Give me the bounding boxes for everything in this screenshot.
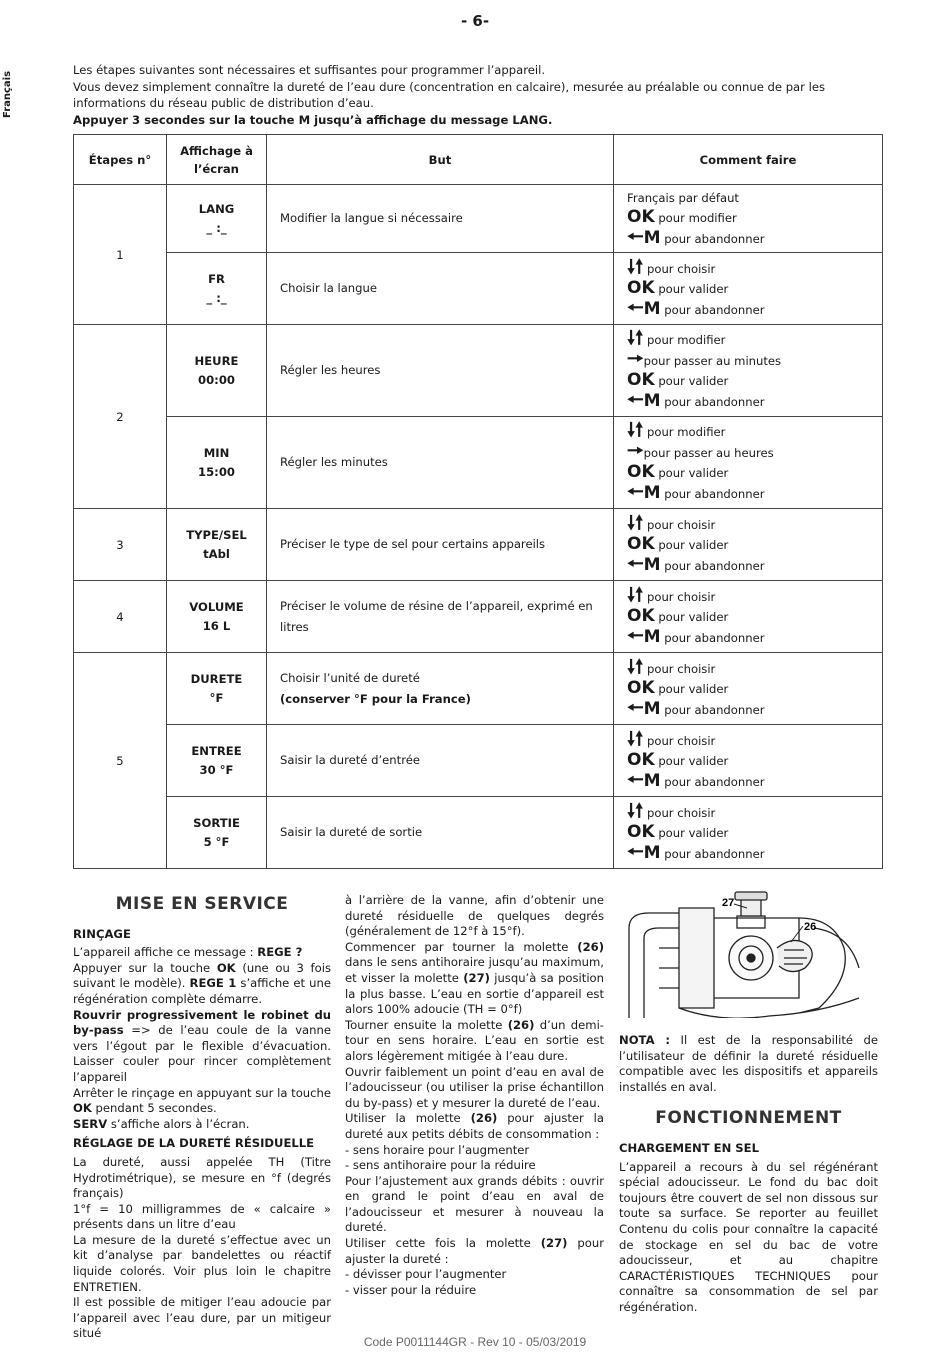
text-bold: Rouvrir progressivement le robinet du by-pass [73, 1007, 331, 1038]
arrow-down-up-icon: 🠗🠕 [627, 655, 644, 678]
arrow-left-icon: 🠔 [627, 552, 644, 575]
goal-cell: Préciser le type de sel pour certains appareils [267, 509, 614, 581]
how-cell [614, 325, 883, 417]
display-line2: _ :_ [206, 220, 227, 235]
arrow-left-icon: 🠔 [627, 768, 644, 791]
table-row [74, 253, 883, 325]
how-cell [614, 653, 883, 725]
figure-label-27: 27 [722, 897, 735, 909]
intro-p2: Vous devez simplement connaître la dureté de l’eau dure (concentration en calcaire), mesurée au préalable ou connue de par les informations du réseau public de distribution d’eau. [73, 79, 826, 110]
text: pour ajuster la dureté aux petits débits de consommation : [345, 1111, 605, 1141]
text-bold: (26) [507, 1017, 535, 1032]
how-text: pour valider [658, 374, 729, 388]
how-text: pour passer au heures [643, 446, 774, 460]
paragraph: Ouvrir faiblement un point d’eau en aval de l’adoucisseur (ou utiliser la prise échantillon du by-pass) et y mesurer la dureté de l’eau. [345, 1064, 604, 1110]
how-line [627, 208, 882, 228]
subsection-title: RÉGLAGE DE LA DURETÉ RÉSIDUELLE [73, 1136, 315, 1151]
goal-cell: Préciser le volume de résine de l’appareil, exprimé en litres [267, 581, 614, 653]
how-line [627, 391, 882, 412]
m-key: M [643, 770, 661, 791]
display-cell [167, 725, 267, 797]
arrow-left-icon: 🠔 [627, 624, 644, 647]
language-tab: Français [2, 70, 13, 118]
text-bold: REGE 1 [189, 976, 237, 991]
list-item: - sens antihoraire pour la réduire [345, 1158, 536, 1173]
text: dans le sens antihoraire jusqu’au maximum, et visser la molette [345, 955, 604, 985]
text-bold: (27) [463, 970, 490, 985]
how-text: pour modifier [647, 333, 726, 347]
table-row [74, 509, 883, 581]
arrow-right-icon: 🠖 [627, 440, 644, 462]
text-bold: (27) [540, 1236, 568, 1251]
page-number: - 6- [460, 12, 490, 30]
how-text: pour choisir [647, 661, 716, 676]
text: L’appareil affiche ce message : [73, 945, 258, 960]
arrow-left-icon: 🠔 [627, 696, 644, 719]
how-line [627, 350, 882, 371]
how-cell [614, 417, 883, 509]
subsection-title: CHARGEMENT EN SEL [619, 1140, 759, 1155]
how-text: pour choisir [647, 589, 716, 604]
how-line [627, 296, 882, 320]
paragraph [345, 1236, 604, 1267]
how-text: pour modifier [647, 425, 726, 439]
how-cell [614, 725, 883, 797]
m-key: M [643, 298, 661, 319]
column-mise-en-service [73, 893, 331, 1342]
list-item: - sens horaire pour l’augmenter [345, 1142, 530, 1157]
header-display: Affichage à l’écran [167, 135, 267, 185]
goal-text: Choisir l’unité de dureté [280, 670, 420, 685]
display-line2: 5 °F [203, 834, 230, 849]
paragraph [73, 1008, 331, 1086]
text-bold: SERV [73, 1116, 108, 1131]
how-line [627, 840, 882, 864]
ok-key: OK [627, 277, 655, 298]
display-cell [167, 325, 267, 417]
paragraph [73, 961, 331, 1008]
how-cell [614, 797, 883, 869]
how-text: pour valider [658, 609, 729, 624]
programming-table [73, 134, 883, 869]
text: jusqu’à sa position la plus basse. L’eau en sortie d’appareil est alors 100% adoucie (TH = 0°f) [345, 970, 604, 1017]
arrow-left-icon: 🠔 [627, 225, 644, 248]
text: Il est de la responsabilité de l’utilisateur de définir la dureté résiduelle compatible avec les dispositifs et appareils installés en aval. [619, 1033, 878, 1094]
paragraph: L’appareil a recours à du sel régénérant spécial adoucisseur. Le fond du bac doit toujours être couvert de sel non dissous sur toute sa surface. Se reporter au feuillet Contenu du colis pour connaître la capacité de stockage en sel du bac de votre adoucisseur, et au chapitre CARACTÉRISTIQUES TECHNIQUES pour connaître sa consommation de sel par régénération. [619, 1159, 878, 1314]
how-text: pour abandonner [664, 558, 765, 573]
paragraph [345, 940, 604, 1018]
text: Tourner ensuite la molette [345, 1017, 508, 1032]
how-line [627, 421, 882, 442]
m-key: M [643, 391, 661, 411]
arrow-left-icon: 🠔 [627, 389, 644, 411]
goal-cell: Choisir la langue [267, 253, 614, 325]
how-cell [614, 581, 883, 653]
intro-p1: Les étapes suivantes sont nécessaires et suffisantes pour programmer l’appareil. [73, 63, 546, 77]
how-text: pour choisir [647, 733, 716, 748]
display-cell [167, 185, 267, 253]
display-cell [167, 253, 267, 325]
how-line [627, 511, 882, 535]
text-bold: (26) [577, 939, 604, 954]
goal-cell: Saisir la dureté de sortie [267, 797, 614, 869]
how-line: Français par défaut [627, 190, 739, 205]
how-line [627, 279, 882, 299]
ok-key: OK [627, 206, 655, 227]
table-row [74, 325, 883, 417]
display-line1: MIN [203, 445, 230, 460]
how-line [627, 624, 882, 648]
table-row [74, 797, 883, 869]
how-line [627, 552, 882, 576]
how-text: pour passer au minutes [643, 354, 782, 368]
how-text: pour abandonner [664, 702, 765, 717]
column-durete [345, 893, 604, 1298]
how-text: pour abandonner [664, 395, 765, 409]
how-line [627, 371, 882, 391]
arrow-right-icon: 🠖 [627, 348, 644, 370]
how-text: pour abandonner [664, 302, 765, 317]
how-text: pour valider [658, 281, 729, 296]
list-item: - visser pour la réduire [345, 1282, 477, 1297]
how-line [627, 583, 882, 607]
ok-key: OK [627, 821, 655, 842]
display-line1: DURETE [190, 671, 243, 686]
display-cell [167, 653, 267, 725]
how-line [627, 823, 882, 843]
section-title: FONCTIONNEMENT [655, 1108, 842, 1129]
how-line [627, 727, 882, 751]
text-bold: NOTA : [619, 1033, 671, 1047]
how-text: pour abandonner [664, 231, 765, 246]
how-line [627, 679, 882, 699]
section-title: MISE EN SERVICE [115, 894, 289, 914]
arrow-left-icon: 🠔 [627, 840, 644, 863]
display-line1: ENTREE [191, 743, 242, 758]
m-key: M [643, 483, 661, 503]
how-text: pour abandonner [664, 487, 765, 501]
list-item: - dévisser pour l’augmenter [345, 1267, 507, 1282]
arrow-down-up-icon: 🠗🠕 [627, 511, 644, 534]
subsection-title: RINÇAGE [73, 926, 131, 941]
display-cell [167, 797, 267, 869]
display-cell [167, 417, 267, 509]
arrow-down-up-icon: 🠗🠕 [627, 583, 644, 606]
text: s’affiche et une régénération complète démarre. [73, 976, 331, 1006]
display-cell [167, 581, 267, 653]
how-text: pour abandonner [664, 630, 765, 645]
paragraph [345, 1111, 604, 1142]
paragraph: Pour l’ajustement aux grands débits : ouvrir en grand le point d’eau en aval de l’adoucisseur et mesurer à nouveau la dureté. [345, 1173, 604, 1235]
m-key: M [643, 698, 661, 719]
paragraph [73, 945, 331, 961]
display-line1: SORTIE [193, 815, 240, 830]
display-line1: LANG [198, 201, 235, 216]
paragraph [345, 1018, 604, 1065]
text-bold: OK [216, 960, 236, 975]
text-bold: OK [73, 1101, 92, 1116]
intro [73, 62, 883, 128]
display-line2: tAbl [203, 546, 230, 561]
how-text: pour valider [658, 825, 729, 840]
display-line2: 15:00 [198, 464, 235, 479]
how-line [627, 442, 882, 463]
goal-cell: Régler les minutes [267, 417, 614, 509]
how-line [627, 463, 882, 483]
how-line [627, 696, 882, 720]
display-line1: TYPE/SEL [186, 527, 247, 542]
text: d’un demi-tour en sens horaire. L’eau en sortie est alors légèrement mitigée à l’eau dure. [345, 1017, 604, 1063]
text: pendant 5 secondes. [91, 1101, 217, 1116]
text: s’affiche alors à l’écran. [107, 1116, 250, 1131]
how-line [627, 255, 882, 279]
text: Utiliser la molette [345, 1111, 471, 1126]
how-text: pour valider [658, 466, 729, 480]
ok-key: OK [627, 533, 655, 554]
display-line2: 16 L [202, 618, 231, 633]
text-bold: REGE ? [257, 945, 303, 960]
table-row [74, 653, 883, 725]
m-key: M [643, 227, 661, 248]
text: (une ou 3 fois suivant le modèle). [73, 960, 331, 991]
step-number: 4 [74, 581, 167, 653]
step-number: 2 [74, 325, 167, 509]
header-how: Comment faire [614, 135, 883, 185]
table-row [74, 581, 883, 653]
paragraph: La dureté, aussi appelée TH (Titre Hydrotimétrique), se mesure en °f (degrés français) [73, 1154, 331, 1201]
how-line [627, 799, 882, 823]
paragraph [73, 1117, 331, 1133]
paragraph: 1°f = 10 milligrammes de « calcaire » présents dans un litre d’eau [73, 1201, 331, 1232]
header-step: Étapes n° [74, 135, 167, 185]
valve-drawing-icon [619, 888, 878, 1018]
arrow-left-icon: 🠔 [627, 481, 644, 503]
table-row [74, 417, 883, 509]
how-text: pour valider [658, 537, 729, 552]
how-text: pour valider [658, 753, 729, 768]
goal-note: (conserver °F pour la France) [280, 691, 471, 706]
header-goal: But [267, 135, 614, 185]
arrow-down-up-icon: 🠗🠕 [627, 799, 644, 822]
how-text: pour abandonner [664, 774, 765, 789]
m-key: M [643, 626, 661, 647]
valve-illustration [619, 893, 878, 1013]
how-line [627, 483, 882, 504]
footer-code: Code P0011144GR - Rev 10 - 05/03/2019 [363, 1335, 587, 1349]
figure-label-26: 26 [804, 921, 817, 933]
text: pour ajuster la dureté : [345, 1236, 604, 1266]
text: => de l’eau coule de la vanne vers l’égout par le flexible d’évacuation. Laisser couler pour rincer complètement l’appareil [73, 1023, 331, 1084]
how-line [627, 768, 882, 792]
table-header-row [74, 135, 883, 185]
goal-cell: Modifier la langue si nécessaire [267, 185, 614, 253]
how-text: pour choisir [647, 805, 716, 820]
ok-key: OK [627, 605, 655, 626]
step-number: 1 [74, 185, 167, 325]
table-row [74, 185, 883, 253]
goal-cell: Régler les heures [267, 325, 614, 417]
paragraph: à l’arrière de la vanne, afin d’obtenir une dureté résiduelle de quelques degrés (généralement de 12°f à 15°f). [345, 893, 604, 939]
ok-key: OK [627, 370, 655, 390]
intro-p3: Appuyer 3 secondes sur la touche M jusqu’à affichage du message LANG. [73, 112, 553, 127]
m-key: M [643, 842, 661, 863]
goal-cell [267, 653, 614, 725]
text: Appuyer sur la touche [73, 960, 217, 975]
how-text: pour choisir [647, 261, 716, 276]
display-line1: VOLUME [189, 599, 244, 614]
paragraph [73, 1086, 331, 1117]
ok-key: OK [627, 677, 655, 698]
paragraph: La mesure de la dureté s’effectue avec un kit d’analyse par bandelettes ou réactif liquide colorés. Voir plus loin le chapitre ENTRETIEN. [73, 1232, 331, 1294]
m-key: M [643, 554, 661, 575]
ok-key: OK [627, 462, 655, 482]
arrow-down-up-icon: 🠗🠕 [627, 727, 644, 750]
arrow-down-up-icon: 🠗🠕 [627, 419, 644, 441]
how-line [627, 607, 882, 627]
how-cell [614, 253, 883, 325]
how-text: pour valider [658, 681, 729, 696]
arrow-left-icon: 🠔 [627, 296, 644, 319]
how-line [627, 751, 882, 771]
step-number: 3 [74, 509, 167, 581]
table-row [74, 725, 883, 797]
nota-paragraph [619, 1033, 878, 1095]
how-line [627, 329, 882, 350]
display-line1: HEURE [194, 353, 239, 368]
how-cell [614, 509, 883, 581]
display-line1: FR [208, 271, 225, 286]
column-fonctionnement [619, 893, 878, 1316]
arrow-down-up-icon: 🠗🠕 [627, 327, 644, 349]
goal-cell: Saisir la dureté d’entrée [267, 725, 614, 797]
text: Utiliser cette fois la molette [345, 1236, 541, 1251]
display-line2: 30 °F [199, 762, 234, 777]
paragraph: Il est possible de mitiger l’eau adoucie par l’appareil avec l’eau dure, par un mitigeur situé [73, 1295, 331, 1341]
step-number: 5 [74, 653, 167, 869]
display-cell [167, 509, 267, 581]
display-line2: 00:00 [198, 372, 235, 387]
display-line2: °F [209, 690, 224, 705]
display-line2: _ :_ [206, 290, 227, 305]
ok-key: OK [627, 749, 655, 770]
text: Commencer par tourner la molette [345, 939, 578, 954]
how-line [627, 225, 882, 249]
how-cell [614, 185, 883, 253]
how-text: pour abandonner [664, 846, 765, 861]
how-text: pour modifier [658, 210, 737, 225]
text: Arrêter le rinçage en appuyant sur la touche [73, 1085, 331, 1100]
how-line [627, 535, 882, 555]
arrow-down-up-icon: 🠗🠕 [627, 255, 644, 278]
text-bold: (26) [470, 1111, 498, 1126]
how-text: pour choisir [647, 517, 716, 532]
how-line [627, 655, 882, 679]
